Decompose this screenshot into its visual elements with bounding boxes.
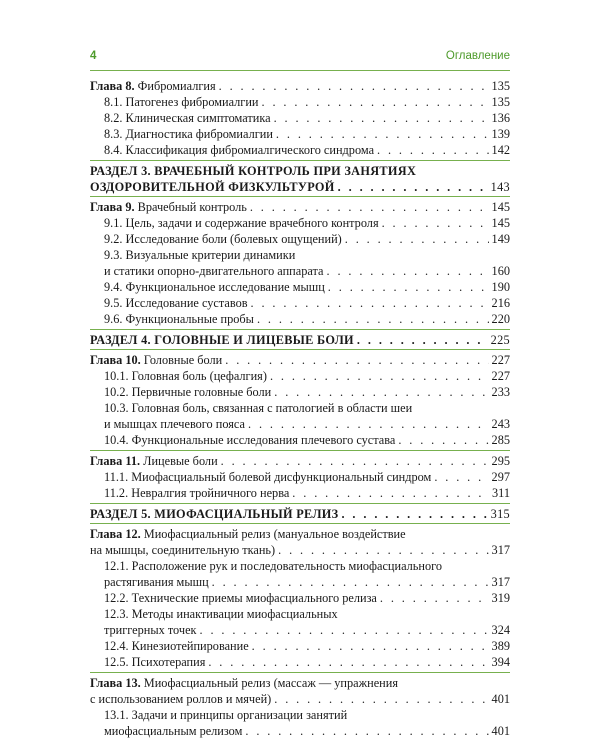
toc-chapter-12-line1[interactable]: Глава 12. Миофасциальный релиз (мануальное воздействие (90, 527, 406, 541)
leader-dots (276, 126, 489, 142)
toc-item-10-4[interactable]: 10.4. Функциональные исследования плечевого сустава . . . 285 (104, 432, 510, 448)
leader-dots (270, 368, 489, 384)
leader-dots (292, 485, 489, 501)
toc-item-9-6[interactable]: 9.6. Функциональные пробы . . . 220 (104, 311, 510, 327)
page-ref: 135 (491, 79, 510, 93)
leader-dots (219, 78, 489, 94)
section-divider (90, 672, 510, 673)
toc-item-11-1[interactable]: 11.1. Миофасциальный болевой дисфункциональный синдром . . . 297 (104, 469, 510, 485)
leader-dots (278, 542, 488, 558)
leader-dots (262, 94, 489, 110)
leader-dots (398, 432, 488, 448)
toc-item-13-1[interactable]: миофасциальным релизом . . . 401 (104, 723, 510, 739)
page-number: 4 (90, 50, 97, 62)
toc-chapter-8[interactable]: Глава 8. Фибромиалгия . . . 135 (90, 78, 510, 94)
toc-item-10-1[interactable]: 10.1. Головная боль (цефалгия) . . . 227 (104, 368, 510, 384)
leader-dots (341, 506, 487, 522)
toc-item-10-3-line1[interactable]: 10.3. Головная боль, связанная с патологией в области шеи (104, 401, 413, 415)
toc-item-8-1[interactable]: 8.1. Патогенез фибромиалгии . . . 135 (104, 94, 510, 110)
toc-chapter-11[interactable]: Глава 11. Лицевые боли . . . 295 (90, 453, 510, 469)
leader-dots (382, 215, 489, 231)
toc-item-9-3[interactable]: и статики опорно-двигательного аппарата . . . 160 (104, 263, 510, 279)
leader-dots (208, 654, 488, 670)
leader-dots (338, 179, 488, 195)
toc-item-12-1[interactable]: растягивания мышц . . . 317 (104, 574, 510, 590)
toc-item-9-3-line1[interactable]: 9.3. Визуальные критерии динамики (104, 248, 296, 262)
toc-chapter-13[interactable]: с использованием роллов и мячей) . . . 401 (90, 691, 510, 707)
section-divider (90, 160, 510, 161)
leader-dots (248, 416, 489, 432)
leader-dots (327, 263, 489, 279)
section-divider (90, 503, 510, 504)
leader-dots (257, 311, 489, 327)
leader-dots (345, 231, 489, 247)
toc-section-3[interactable]: ОЗДОРОВИТЕЛЬНОЙ ФИЗКУЛЬТУРОЙ . . . 143 (90, 179, 510, 195)
toc-item-12-3-line1[interactable]: 12.3. Методы инактивации миофасциальных (104, 607, 338, 621)
toc-item-9-5[interactable]: 9.5. Исследование суставов . . . 216 (104, 295, 510, 311)
toc-item-9-1[interactable]: 9.1. Цель, задачи и содержание врачебного контроля . . . 145 (104, 215, 510, 231)
toc-item-8-3[interactable]: 8.3. Диагностика фибромиалгии . . . 139 (104, 126, 510, 142)
leader-dots (200, 622, 489, 638)
leader-dots (274, 110, 489, 126)
toc-item-9-4[interactable]: 9.4. Функциональное исследование мышц . . . 190 (104, 279, 510, 295)
leader-dots (225, 352, 488, 368)
toc-item-13-1-line1[interactable]: 13.1. Задачи и принципы организации занятий (104, 708, 348, 722)
section-divider (90, 349, 510, 350)
toc-section-3-line1[interactable]: РАЗДЕЛ 3. ВРАЧЕБНЫЙ КОНТРОЛЬ ПРИ ЗАНЯТИЯХ (90, 164, 417, 178)
leader-dots (274, 384, 488, 400)
leader-dots (212, 574, 489, 590)
toc-item-10-3[interactable]: и мышцах плечевого пояса . . . 243 (104, 416, 510, 432)
toc-item-12-1-line1[interactable]: 12.1. Расположение рук и последовательность миофасциального (104, 559, 443, 573)
toc-section-4[interactable]: РАЗДЕЛ 4. ГОЛОВНЫЕ И ЛИЦЕВЫЕ БОЛИ . . . 225 (90, 332, 510, 348)
leader-dots (377, 142, 489, 158)
toc-item-12-3[interactable]: триггерных точек . . . 324 (104, 622, 510, 638)
leader-dots (250, 199, 489, 215)
toc-chapter-9[interactable]: Глава 9. Врачебный контроль . . . 145 (90, 199, 510, 215)
toc-item-10-2[interactable]: 10.2. Первичные головные боли . . . 233 (104, 384, 510, 400)
toc-item-12-4[interactable]: 12.4. Кинезиотейпирование . . . 389 (104, 638, 510, 654)
leader-dots (274, 691, 488, 707)
page-header (90, 50, 510, 66)
toc-item-8-2[interactable]: 8.2. Клиническая симптоматика . . . 136 (104, 110, 510, 126)
toc-chapter-13-line1[interactable]: Глава 13. Миофасциальный релиз (массаж — упражнения (90, 676, 398, 690)
leader-dots (357, 332, 488, 348)
toc-item-12-2[interactable]: 12.2. Технические приемы миофасциального релиза . . . 319 (104, 590, 510, 606)
leader-dots (245, 723, 488, 739)
leader-dots (380, 590, 489, 606)
section-divider (90, 523, 510, 524)
toc-chapter-12[interactable]: на мышцы, соединительную ткань) . . . 317 (90, 542, 510, 558)
toc-item-11-2[interactable]: 11.2. Невралгия тройничного нерва . . . 311 (104, 485, 510, 501)
leader-dots (221, 453, 489, 469)
leader-dots (251, 295, 489, 311)
toc-item-8-4[interactable]: 8.4. Классификация фибромиалгического синдрома . . . 142 (104, 142, 510, 158)
leader-dots (328, 279, 489, 295)
toc-section-5[interactable]: РАЗДЕЛ 5. МИОФАСЦИАЛЬНЫЙ РЕЛИЗ . . . 315 (90, 506, 510, 522)
leader-dots (434, 469, 488, 485)
leader-dots (252, 638, 489, 654)
toc-item-9-2[interactable]: 9.2. Исследование боли (болевых ощущений) . . . 149 (104, 231, 510, 247)
toc-item-12-5[interactable]: 12.5. Психотерапия . . . 394 (104, 654, 510, 670)
header-rule (90, 70, 510, 71)
section-divider (90, 450, 510, 451)
running-title: Оглавление (445, 50, 510, 62)
section-divider (90, 329, 510, 330)
toc-chapter-10[interactable]: Глава 10. Головные боли . . . 227 (90, 352, 510, 368)
section-divider (90, 196, 510, 197)
